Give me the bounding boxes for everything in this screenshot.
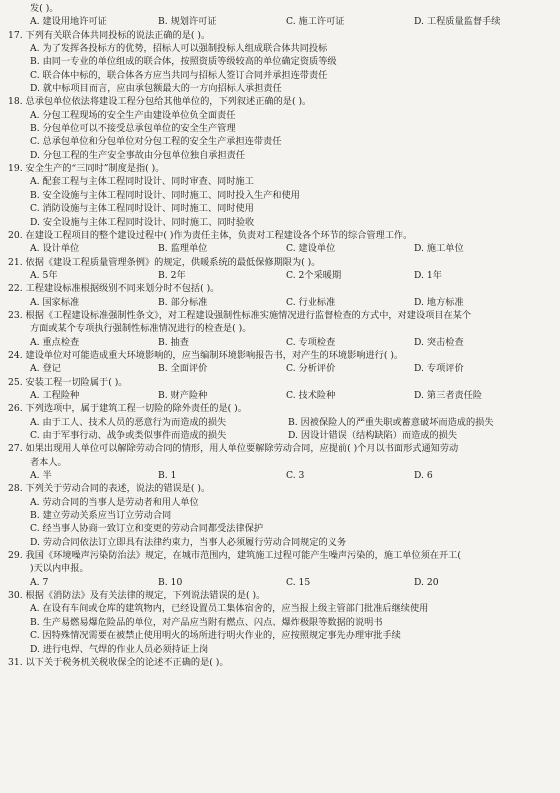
option-item: C. 技术险种 — [286, 389, 336, 401]
option-item: 发( )。 — [30, 3, 59, 14]
option-item: B. 10 — [158, 576, 183, 588]
text-line: C. 总承包单位和分包单位对分包工程的安全生产承担连带责任 — [30, 136, 282, 148]
option-item: B. 部分标准 — [158, 296, 208, 308]
text-line: C. 消防设施与主体工程同时设计、同时施工、同时使用 — [30, 203, 254, 215]
question-stem: 23. 根据《工程建设标准强制性条文》，对工程建设强制性标准实施情况进行监督检查的方式中，对建设项目在某个 — [8, 309, 472, 321]
text-line: D. 劳动合同依法订立即具有法律约束力，当事人必须履行劳动合同规定的义务 — [30, 536, 347, 548]
options-row — [8, 362, 546, 375]
option-item: A. 登记 — [30, 363, 61, 375]
option-item: A. 设计单位 — [30, 243, 80, 255]
question-stem: 20. 在建设工程项目的整个建设过程中( )作为责任主体，负责对工程建设各个环节的综合管理工作。 — [8, 229, 413, 241]
option-item: B. 2年 — [158, 269, 186, 281]
option-item: C. 建设单位 — [286, 243, 336, 255]
options-row — [8, 2, 546, 15]
option-item: A. 7 — [30, 576, 49, 588]
question-stem: 30. 根据《消防法》及有关法律的规定，下列说法错误的是( )。 — [8, 590, 266, 602]
text-line: A. 为了发挥各投标方的优势，招标人可以强制投标人组成联合体共同投标 — [30, 43, 328, 55]
text-line: 方面或某个专项执行强制性标准情况进行的检查是( )。 — [30, 323, 252, 335]
option-item: A. 半 — [30, 470, 52, 482]
option-item: B. 财产险种 — [158, 389, 208, 401]
question-stem: 27. 如果出现用人单位可以解除劳动合同的情形，用人单位要解除劳动合同，应提前( )个月以书面形式通知劳动 — [8, 443, 459, 455]
option-item: D. 突击检查 — [414, 336, 464, 348]
option-item: A. 5年 — [30, 269, 58, 281]
options-row — [8, 269, 546, 282]
question-stem: 17. 下列有关联合体共同投标的说法正确的是( )。 — [8, 29, 211, 41]
text-line: A. 在设有车间或仓库的建筑物内，已经设置员工集体宿舍的，应当报上级主管部门批准后继续使用 — [30, 603, 429, 615]
text-line: B. 分包单位可以不接受总承包单位的安全生产管理 — [30, 123, 236, 135]
text-line: A. 劳动合同的当事人是劳动者和用人单位 — [30, 496, 199, 508]
text-line: B. 生产易燃易爆危险品的单位，对产品应当附有燃点、闪点、爆炸极限等数据的说明书 — [30, 616, 383, 628]
option-item: C. 行业标准 — [286, 296, 336, 308]
question-stem: 21. 依据《建设工程质量管理条例》的规定，供暖系统的最低保修期限为( )。 — [8, 256, 321, 268]
option-item: A. 由于工人、技术人员的恶意行为而造成的损失 — [30, 416, 227, 428]
option-item: D. 1年 — [414, 269, 442, 281]
text-line: B. 建立劳动关系应当订立劳动合同 — [30, 510, 172, 522]
option-item: A. 建设用地许可证 — [30, 16, 107, 28]
question-stem: 22. 工程建设标准根据级别不同来划分时不包括( )。 — [8, 283, 220, 295]
text-line: A. 配套工程与主体工程同时设计、同时审查、同时施工 — [30, 176, 254, 188]
options-row — [8, 296, 546, 309]
option-item: D. 地方标准 — [414, 296, 464, 308]
question-stem: 19. 安全生产的“三同时”制度是指( )。 — [8, 163, 165, 175]
option-item: D. 20 — [414, 576, 439, 588]
option-item: C. 施工许可证 — [286, 16, 345, 28]
question-stem: 18. 总承包单位依法将建设工程分包给其他单位的，下列叙述正确的是( )。 — [8, 96, 312, 108]
options-row — [8, 389, 546, 402]
text-line: C. 经当事人协商一致订立和变更的劳动合同都受法律保护 — [30, 523, 264, 535]
option-item: C. 3 — [286, 470, 305, 482]
option-item: A. 工程险种 — [30, 389, 80, 401]
option-item: A. 国家标准 — [30, 296, 80, 308]
option-item: C. 分析评价 — [286, 363, 336, 375]
options-row — [8, 429, 546, 442]
text-line: D. 安全设施与主体工程同时设计、同时施工、同时验收 — [30, 216, 255, 228]
option-item: C. 2个采暖期 — [286, 269, 342, 281]
text-line: A. 分包工程现场的安全生产由建设单位负全面责任 — [30, 109, 236, 121]
text-line: B. 安全设施与主体工程同时设计、同时施工、同时投入生产和使用 — [30, 189, 300, 201]
options-row — [8, 469, 546, 482]
text-line: D. 分包工程的生产安全事故由分包单位独自承担责任 — [30, 149, 246, 161]
text-line: C. 因特殊情况需要在被禁止使用明火的场所进行明火作业的，应按照规定事先办理审批手续 — [30, 630, 401, 642]
option-item: D. 6 — [414, 470, 433, 482]
text-line: 者本人。 — [30, 456, 67, 468]
options-row — [8, 416, 546, 429]
text-line: C. 联合体中标的，联合体各方应当共同与招标人签订合同并承担连带责任 — [30, 69, 328, 81]
option-item: D. 专项评价 — [414, 363, 464, 375]
option-item: D. 工程质量监督手续 — [414, 16, 501, 28]
option-item: C. 15 — [286, 576, 311, 588]
question-stem: 28. 下列关于劳动合同的表述，说法的错误是( )。 — [8, 483, 211, 495]
text-line: B. 由同一专业的单位组成的联合体，按照资质等级较高的单位确定资质等级 — [30, 56, 337, 68]
option-item: D. 施工单位 — [414, 243, 464, 255]
option-item: B. 抽查 — [158, 336, 189, 348]
question-stem: 25. 安装工程一切险属于( )。 — [8, 376, 128, 388]
text-line: D. 进行电焊、气焊的作业人员必须持证上岗 — [30, 643, 209, 655]
option-item: C. 由于军事行动、战争或类似事件而造成的损失 — [30, 430, 227, 441]
options-row — [8, 336, 546, 349]
option-item: C. 专项检查 — [286, 336, 336, 348]
text-line: )天以内申报。 — [30, 563, 89, 575]
option-item: B. 全面评价 — [158, 363, 208, 375]
options-row — [8, 15, 546, 28]
option-item: B. 因被保险人的严重失职或蓄意破坏而造成的损失 — [288, 416, 494, 428]
question-stem: 31. 以下关于税务机关税收保全的论述不正确的是( )。 — [8, 656, 229, 668]
option-item: D. 第三者责任险 — [414, 389, 483, 401]
option-item: D. 因设计错误（结构缺陷）而造成的损失 — [288, 430, 458, 441]
options-row — [8, 576, 546, 589]
question-stem: 26. 下列选项中，属于建筑工程一切险的除外责任的是( )。 — [8, 403, 247, 415]
question-stem: 24. 建设单位对可能造成重大环境影响的，应当编制环境影响报告书，对产生的环境影响进行( )。 — [8, 349, 404, 361]
text-line: D. 就中标项目而言，应由承包额最大的一方向招标人承担责任 — [30, 83, 282, 95]
option-item: B. 1 — [158, 470, 177, 482]
option-item: B. 监理单位 — [158, 243, 208, 255]
option-item: A. 重点检查 — [30, 336, 80, 348]
option-item: B. 规划许可证 — [158, 16, 217, 28]
question-stem: 29. 我国《环境噪声污染防治法》规定，在城市范围内，建筑施工过程可能产生噪声污染的，施工单位须在开工( — [8, 550, 461, 562]
options-row — [8, 242, 546, 255]
